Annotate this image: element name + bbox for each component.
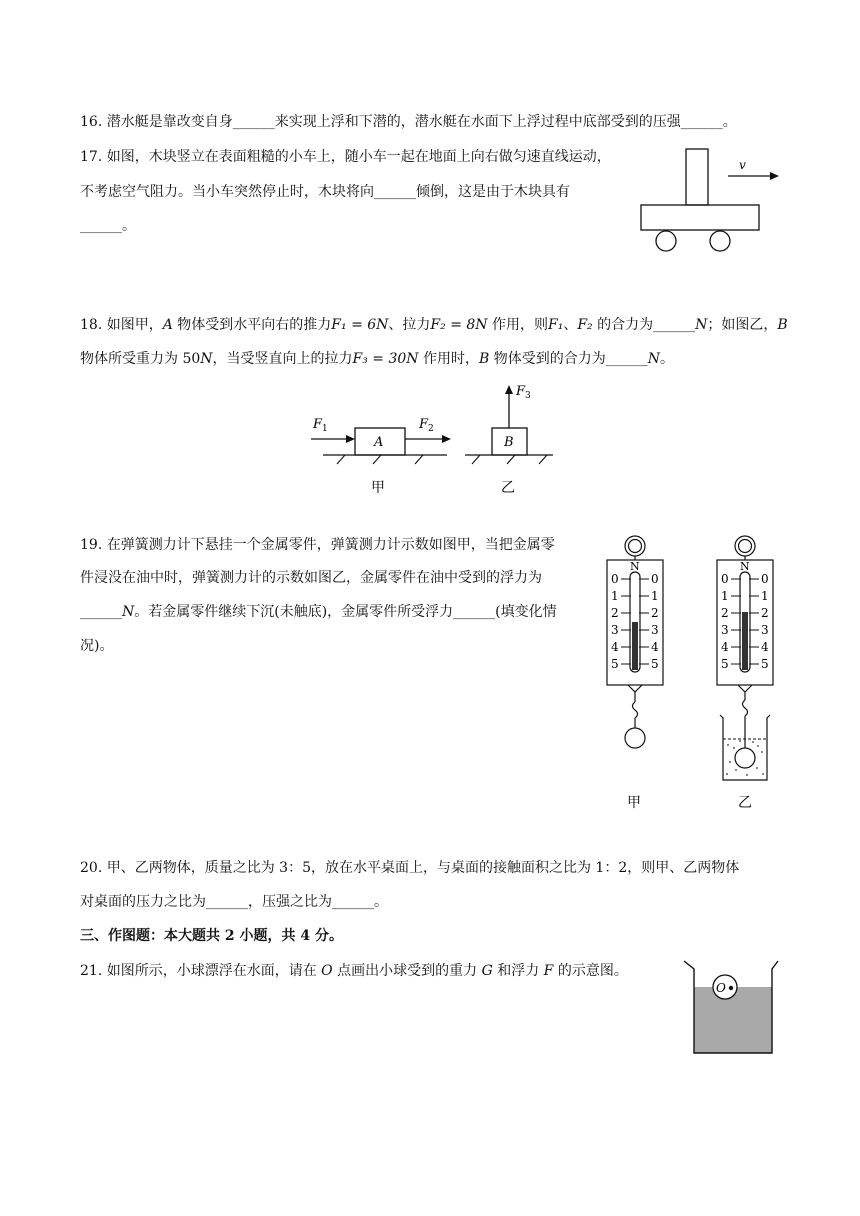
q18-text: 。 <box>660 351 674 367</box>
q19-unit: N <box>122 604 135 620</box>
scale-number: 2 <box>611 606 619 620</box>
scale-number: 1 <box>651 589 659 603</box>
scale-number: 0 <box>651 572 659 586</box>
scale-number: 2 <box>721 606 729 620</box>
q18-text: 的合力为______ <box>592 317 696 333</box>
q18-text: ；如图乙， <box>707 317 778 333</box>
question-19-line-4: 况)。 <box>80 638 114 654</box>
question-18-line-2 <box>80 350 674 368</box>
cart-figure <box>636 145 786 255</box>
scale-number: 4 <box>761 640 769 654</box>
q18-text: 、拉力 <box>388 317 431 333</box>
q19-text: 。若金属零件继续下沉(未触底)，金属零件所受浮力______(填变化情 <box>134 604 557 620</box>
f2-label: F <box>419 417 429 432</box>
question-20-line-1: 20. 甲、乙两物体，质量之比为 3：5，放在水平桌面上，与桌面的接触面积之比为 1：2，则甲、乙两物体 <box>80 860 740 876</box>
q21-point-o: O <box>321 963 333 979</box>
question-20-line-2: 对桌面的压力之比为______，压强之比为______。 <box>80 894 388 910</box>
f1-arrow-head <box>346 435 355 443</box>
beaker-figure <box>678 955 780 1060</box>
q18-text: ，当受竖直向上的拉力 <box>212 351 353 367</box>
q18-unit: N <box>200 351 213 367</box>
point-o-label: O <box>716 981 726 995</box>
question-19-line-2: 件浸没在油中时，弹簧测力计的示数如图乙，金属零件在油中受到的浮力为 <box>80 570 542 586</box>
q18-text: 物体所受重力为 50 <box>80 351 201 367</box>
cart-body <box>641 205 759 230</box>
q18-text: 物体受到水平向右的推力 <box>172 317 332 333</box>
cart-wheel-right <box>710 231 730 251</box>
scale-number: 0 <box>611 572 619 586</box>
q21-var-g: G <box>481 963 493 979</box>
question-17-line-3: ______。 <box>80 218 136 234</box>
f3-label: F <box>516 384 526 399</box>
q18-text: 18. 如图甲， <box>80 317 163 333</box>
section-3-title: 三、作图题：本大题共 2 小题，共 4 分。 <box>80 928 343 944</box>
scale-number: 4 <box>721 640 729 654</box>
q18-unit: N <box>695 317 708 333</box>
scale-number: 5 <box>651 657 659 671</box>
water <box>694 987 772 1053</box>
q18-var-b: B <box>777 317 788 333</box>
scale-number: 5 <box>721 657 729 671</box>
q18-var-f2: F₂ <box>577 317 593 333</box>
velocity-arrow-head <box>770 172 779 180</box>
velocity-label: v <box>739 158 746 172</box>
q18-unit: N <box>647 351 660 367</box>
scale-number: 5 <box>611 657 619 671</box>
force-figure <box>305 380 565 500</box>
scale-number: 2 <box>761 606 769 620</box>
cart-wheel-left <box>656 231 676 251</box>
scale-n-label-yi: N <box>740 560 750 573</box>
q18-text: 作用时， <box>418 351 479 367</box>
q21-var-f: F <box>543 963 554 979</box>
q21-text: 的示意图。 <box>553 963 628 979</box>
question-17-line-2: 不考虑空气阻力。当小车突然停止时，木块将向______倾倒，这是由于木块具有 <box>80 184 570 200</box>
caption-yi: 乙 <box>501 480 515 496</box>
scale-number: 4 <box>651 640 659 654</box>
block-a-label: A <box>374 435 384 450</box>
q18-var-f1: F₁ <box>548 317 564 333</box>
scale-number: 3 <box>651 623 659 637</box>
q18-var-a: A <box>162 317 173 333</box>
scale-number: 1 <box>761 589 769 603</box>
q19-text: ______ <box>80 604 122 620</box>
q18-text: 、 <box>563 317 578 333</box>
scale-number: 4 <box>611 640 619 654</box>
wood-block <box>686 149 708 205</box>
question-16: 16. 潜水艇是靠改变自身______来实现上浮和下潜的，潜水艇在水面下上浮过程中底部受到的压强______。 <box>80 114 737 130</box>
scale-number: 0 <box>761 572 769 586</box>
f2-arrow-head <box>442 435 451 443</box>
scale-n-label-jia: N <box>630 560 640 573</box>
question-19-line-1: 19. 在弹簧测力计下悬挂一个金属零件，弹簧测力计示数如图甲，当把金属零 <box>80 537 555 553</box>
point-o <box>729 986 733 990</box>
scale-number: 2 <box>651 606 659 620</box>
question-17-line-1: 17. 如图，木块竖立在表面粗糙的小车上，随小车一起在地面上向右做匀速直线运动， <box>80 149 611 165</box>
f3-subscript: 3 <box>525 391 531 401</box>
scale-number: 5 <box>761 657 769 671</box>
scale-number: 1 <box>611 589 619 603</box>
question-19-line-3 <box>80 603 557 621</box>
caption-yi: 乙 <box>738 795 752 811</box>
caption-jia: 甲 <box>371 480 385 496</box>
ground-hatch-yi <box>472 455 547 464</box>
q18-f3-equation: F₃ = 30N <box>352 351 419 367</box>
scale-number: 3 <box>611 623 619 637</box>
spring-scale-figure <box>600 530 790 815</box>
caption-jia: 甲 <box>627 795 641 811</box>
q18-var-b: B <box>479 351 490 367</box>
q21-text: 点画出小球受到的重力 <box>332 963 482 979</box>
q21-text: 21. 如图所示，小球漂浮在水面，请在 <box>80 963 322 979</box>
q18-f2-equation: F₂ = 8N <box>430 317 488 333</box>
question-18-line-1 <box>80 316 788 334</box>
f2-subscript: 2 <box>428 424 434 434</box>
block-b-label: B <box>504 435 514 450</box>
f1-label: F <box>313 417 323 432</box>
f1-subscript: 1 <box>322 424 328 434</box>
question-21 <box>80 962 628 980</box>
ground-hatch-jia <box>337 455 423 464</box>
q18-text: 物体受到的合力为______ <box>489 351 648 367</box>
scale-number: 3 <box>721 623 729 637</box>
q18-text: 作用，则 <box>487 317 548 333</box>
scale-number: 1 <box>721 589 729 603</box>
q18-f1-equation: F₁ = 6N <box>331 317 389 333</box>
scale-number: 0 <box>721 572 729 586</box>
q21-text: 和浮力 <box>492 963 544 979</box>
scale-number: 3 <box>761 623 769 637</box>
f3-arrow-head <box>505 385 513 394</box>
